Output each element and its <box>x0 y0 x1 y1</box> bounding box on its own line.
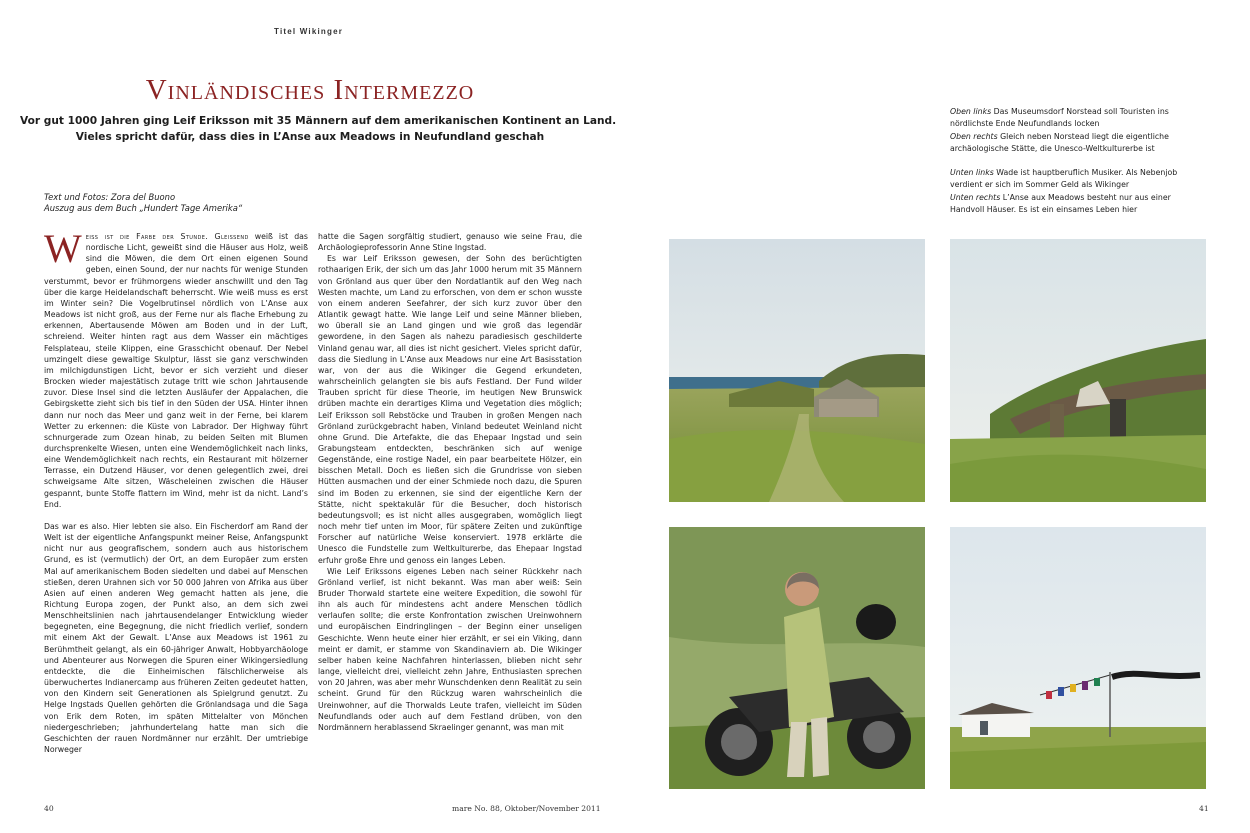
caption-top-right-2: archäologische Stätte, die Unesco-Weltkulturerbe ist <box>950 143 1155 153</box>
paragraph-4: Es war Leif Eriksson gewesen, der Sohn des berüchtigten rothaarigen Erik, der sich um das Jahr 1000 herum mit 35 Männern von Grönland aus quer über den Nordatlantik auf den Weg nach Westen machte, um Land zu erforschen, von dem er schon wusste von einem anderen Seefahrer, der sich kurz zuvor über den Atlantik gewagt hatte. Wie lange Leif und seine Männer blieben, wo überall sie an Land gingen und wie groß das legendär gewordene, in den Sagen als nahezu paradiesisch geschilderte Vinland genau war, all dies ist nicht gesichert. Vieles spricht dafür, dass die Siedlung in L’Anse aux Meadows nur eine Art Basisstation war, von der aus die Wikinger die Gegend erkundeten, wahrscheinlich gelangten sie bis aufs Festland. Der Fund wilder Trauben spricht für diese Theorie, im heutigen New Brunswick drüben machte ein derartiges Klima und Vegetation dies möglich; Leif Eriksson soll Rebstöcke und Trauben in großen Mengen nach Grönland zurückgebracht haben, Vinland bedeutet Weinland nicht ohne Grund. Die Artefakte, die das Ehepaar Ingstad und sein Grabungsteam entdeckten, beschränken sich auf wenige Gegenstände, eine rostige Nadel, ein paar bearbeitete Hölzer, ein bisschen Metall. Doch es ließen sich die Grundrisse von sieben Hütten ausmachen und der einer Schmiede noch dazu, die Spuren sind im Boden zu erkennen, sie sind der eigentliche Kern der Stätte, nicht spektakulär für die Besucher, doch historisch bedeutungsvoll; es ist nicht alles ausgegraben, womöglich liegt noch mehr tief unten im Moor, für spätere Zeiten und zukünftige Forscher auf natürliche Weise konserviert. 1978 erklärte die Unesco die Fundstelle zum Weltkulturerbe, das Ehepaar Ingstad erfuhr große Ehre und genoss ein langes Leben. <box>318 254 582 565</box>
text-column-1 <box>44 231 308 791</box>
photo-viking-motorcycle <box>669 527 925 789</box>
caption-bottom-right-1 <box>950 192 1230 204</box>
photo-house-washing-line <box>950 527 1206 789</box>
caption-bottom-right-text-1: L’Anse aux Meadows besteht nur aus einer <box>1002 192 1171 202</box>
caption-top-right-text-1: Gleich neben Norstead liegt die eigentliche <box>1000 131 1169 141</box>
dek-line-2: Vieles spricht dafür, dass dies in L’Anse aux Meadows in Neufundland geschah <box>75 131 545 143</box>
magazine-issue: mare No. 88, Oktober/November 2011 <box>452 804 601 813</box>
dek-line-1: Vor gut 1000 Jahren ging Leif Eriksson mit 35 Männern auf dem amerikanischen Kontinent an Land. <box>20 115 617 127</box>
caption-top-right-1 <box>950 131 1230 143</box>
paragraph-2: Das war es also. Hier lebten sie also. Ein Fischerdorf am Rand der Welt ist der eigentliche Anfangspunkt meiner Reise, Anfangspunkt nicht nur aus geografischem, sondern auch aus historischem Grund, es ist (vermutlich) der Ort, an dem Europäer zum ersten Mal auf amerikanischem Boden siedelten und dabei auf Menschen stießen, deren Urahnen sich vor 50 000 Jahren von Afrika aus über Asien auf einen anderen Weg gemacht hatten als jene, die Richtung Europa zogen, der Punkt also, an dem sich zwei Menschheitslinien nach jahrtausendelanger Entwicklung wieder begegneten, eine Begegnung, die nicht friedlich verlief, sondern mit einem Akt der Gewalt. L’Anse aux Meadows ist 1961 zu Berühmtheit gelangt, als ein 60-jähriger Anwalt, Hobbyarchäologe und Abenteurer aus Norwegen die Spuren einer Wikingersiedlung entdeckte, die die Einheimischen fälschlicherweise als überwuchertes Indianercamp aus früheren Zeiten gedeutet hatten, von den Kindern seit Generationen als Spielgrund genutzt. Zu Helge Ingstads Quellen gehörten die Grönlandsaga und die Saga von Erik dem Roten, im späten Mittelalter von Mönchen niedergeschrieben; jahrhundertelang hatte man sich die Geschichten der rauen Nordmänner nur erzählt. Der umtriebige Norweger <box>44 521 308 755</box>
byline <box>44 192 242 214</box>
caption-top-left-2: nördlichste Ende Neufundlands locken <box>950 119 1100 129</box>
caption-bottom-left-text-1: Wade ist hauptberuflich Musiker. Als Nebenjob <box>996 168 1178 178</box>
paragraph-1 <box>44 231 308 510</box>
byline-author: Text und Fotos: Zora del Buono <box>44 192 176 202</box>
photo-captions <box>950 106 1230 216</box>
text-column-2 <box>318 231 582 791</box>
lead-in: eiss ist die Farbe der Stunde. Gleissend <box>85 232 249 241</box>
article-dek <box>20 113 617 145</box>
paragraph-1-text: weiß ist das nordische Licht, geweißt sind die Häuser aus Holz, weiß sind die Möwen, die dem Ort einen eigenen Sound geben, einen Sound, der nur nachts für wenige Stunden verstummt, bevor er frühmorgens wieder anschwillt und den Tag über die karge Heidelandschaft beherrscht. Wie weiß muss es erst im Winter sein? Die Vogelbrutinsel nördlich von L’Anse aux Meadows ist nicht groß, aus der Ferne nur als flache Erhebung zu erkennen, Abertausende Möwen am Boden und in der Luft, schreiend. Weiter hinten ragt aus dem Wasser ein mächtiges Felsplateau, steile Klippen, eine Grasschicht obenauf. Der Nebel umzingelt diese gewaltige Skulptur, lässt sie ganz verschwinden im milchigdunstigen Licht, bevor er sich verzieht und dieser Brocken wieder majestätisch zutage tritt wie schon Jahrtausende zuvor. Diese Insel sind die letzten Ausläufer der Appalachen, die Gebirgskette zieht sich bis tief in den Süden der USA. Hinter ihnen dann nur noch das Meer und ganz weit in der Ferne, bei klarem Wetter zu erkennen: die Küste von Labrador. Der Highway führt schnurgerade zum Ozean hinab, zu beiden Seiten mit Blumen durchsprenkelte Wiesen, unten eine Wendemöglichkeit nach links, eine Wendemöglichkeit nach rechts, ein Restaurant mit hölzerner Terrasse, ein Dutzend Häuser, vor denen gelegentlich zwei, drei schweigsame Alte sitzen, Wäscheleinen zwischen die Häuser gespannt, bunte Stoffe flattern im Wind, mehr ist da nicht. Land’s End. <box>44 232 308 509</box>
photo-norstead-village <box>669 239 925 502</box>
caption-top-right-label: Oben rechts <box>950 131 998 141</box>
paragraph-5: Wie Leif Erikssons eigenes Leben nach seiner Rückkehr nach Grönland verlief, ist nicht bekannt. Was man aber weiß: Sein Bruder Thorwald startete eine weitere Expedition, die sowohl für ihn als auch für mindestens acht andere Menschen tödlich verlaufen sollte; die erste Konfrontation zwischen Ureinwohnern und europäischen Eindringlingen – der Beginn einer unseligen Geschichte. Wenn heute einer hier erzählt, er sei ein Viking, dann meint er damit, er stamme von Skandinaviern ab. Die Wikinger selber haben keine Nachfahren hinterlassen, blieben nicht sehr lange, vielleicht drei, vielleicht zehn Jahre, Enthusiasten sprechen von 20 Jahren, was aber mehr Wunschdenken denn Realität zu sein scheint. Grund für den Rückzug waren wahrscheinlich die Ureinwohner, auf die Thorwalds Leute trafen, vielleicht im Süden Neufundlands oder auch auf dem Festland drüben, von den Nordmännern herablassend Skraelinger genannt, was man mit <box>318 566 582 732</box>
article-title: Vinländisches Intermezzo <box>145 74 475 106</box>
caption-top-left-label: Oben links <box>950 107 992 116</box>
caption-bottom-left-label: Unten links <box>950 168 994 178</box>
caption-bottom-right-2: Handvoll Häuser. Es ist ein einsames Leben hier <box>950 205 1138 215</box>
caption-top-left-1 <box>950 106 1230 118</box>
caption-bottom-right-label: Unten rechts <box>950 192 1001 202</box>
byline-source: Auszug aus dem Buch „Hundert Tage Amerika“ <box>44 203 243 213</box>
photo-sod-houses <box>950 239 1206 502</box>
caption-top-left-text-1: Das Museumsdorf Norstead soll Touristen ins <box>993 107 1169 116</box>
kicker: Titel Wikinger <box>274 27 344 36</box>
caption-bottom-left-1 <box>950 167 1230 179</box>
page-number-left: 40 <box>44 804 54 813</box>
caption-bottom-left-2: verdient er sich im Sommer Geld als Wikinger <box>950 180 1130 190</box>
paragraph-3: hatte die Sagen sorgfältig studiert, genauso wie seine Frau, die Archäologieprofessorin Anne Stine Ingstad. <box>318 232 582 253</box>
page-number-right: 41 <box>1199 804 1209 813</box>
dropcap: W <box>44 231 82 271</box>
